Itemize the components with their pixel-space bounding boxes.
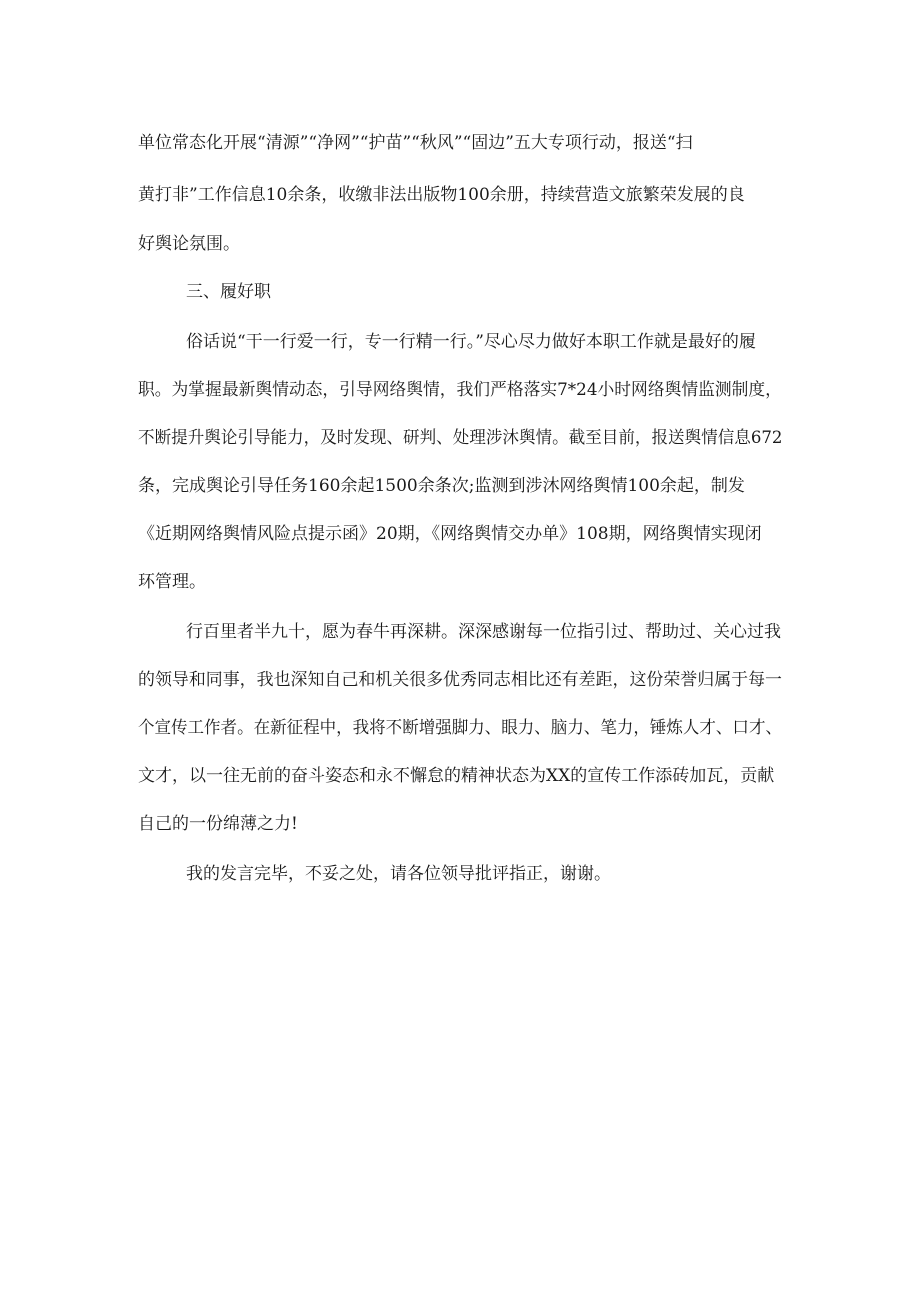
paragraph-3-line-4: 文才，以一往无前的奋斗姿态和永不懈怠的精神状态为XX的宣传工作添砖加瓦，贡献 [138, 766, 775, 786]
paragraph-4-line-1: 我的发言完毕，不妥之处，请各位领导批评指正，谢谢。 [186, 864, 611, 884]
paragraph-3-line-1: 行百里者半九十，愿为春牛再深耕。深深感谢每一位指引过、帮助过、关心过我 [186, 622, 781, 642]
paragraph-1-line-2: 黄打非”工作信息10余条，收缴非法出版物100余册，持续营造文旅繁荣发展的良 [138, 185, 745, 205]
paragraph-3-line-2: 的领导和同事，我也深知自己和机关很多优秀同志相比还有差距，这份荣誉归属于每一 [138, 670, 782, 690]
paragraph-3-line-3: 个宣传工作者。在新征程中，我将不断增强脚力、眼力、脑力、笔力，锤炼人才、口才、 [138, 718, 782, 738]
paragraph-2-line-5: 《近期网络舆情风险点提示函》20期，《网络舆情交办单》108期，网络舆情实现闭 [138, 524, 762, 544]
paragraph-3-line-5: 自己的一份绵薄之力! [138, 814, 298, 834]
paragraph-1-line-1: 单位常态化开展“清源”“净网”“护苗”“秋风”“固边”五大专项行动，报送“扫 [138, 133, 693, 153]
paragraph-2-line-6: 环管理。 [138, 572, 206, 592]
paragraph-2-line-3: 不断提升舆论引导能力，及时发现、研判、处理涉沐舆情。截至目前，报送舆情信息672 [138, 428, 783, 448]
paragraph-2-line-1: 俗话说“干一行爱一行，专一行精一行。”尽心尽力做好本职工作就是最好的履 [186, 332, 756, 352]
paragraph-1-line-3: 好舆论氛围。 [138, 234, 240, 254]
paragraph-2-line-2: 职。为掌握最新舆情动态，引导网络舆情，我们严格落实7*24小时网络舆情监测制度， [138, 380, 782, 400]
section-heading: 三、履好职 [186, 282, 271, 302]
paragraph-2-line-4: 条，完成舆论引导任务160余起1500余条次;监测到涉沐网络舆情100余起，制发 [138, 476, 745, 496]
